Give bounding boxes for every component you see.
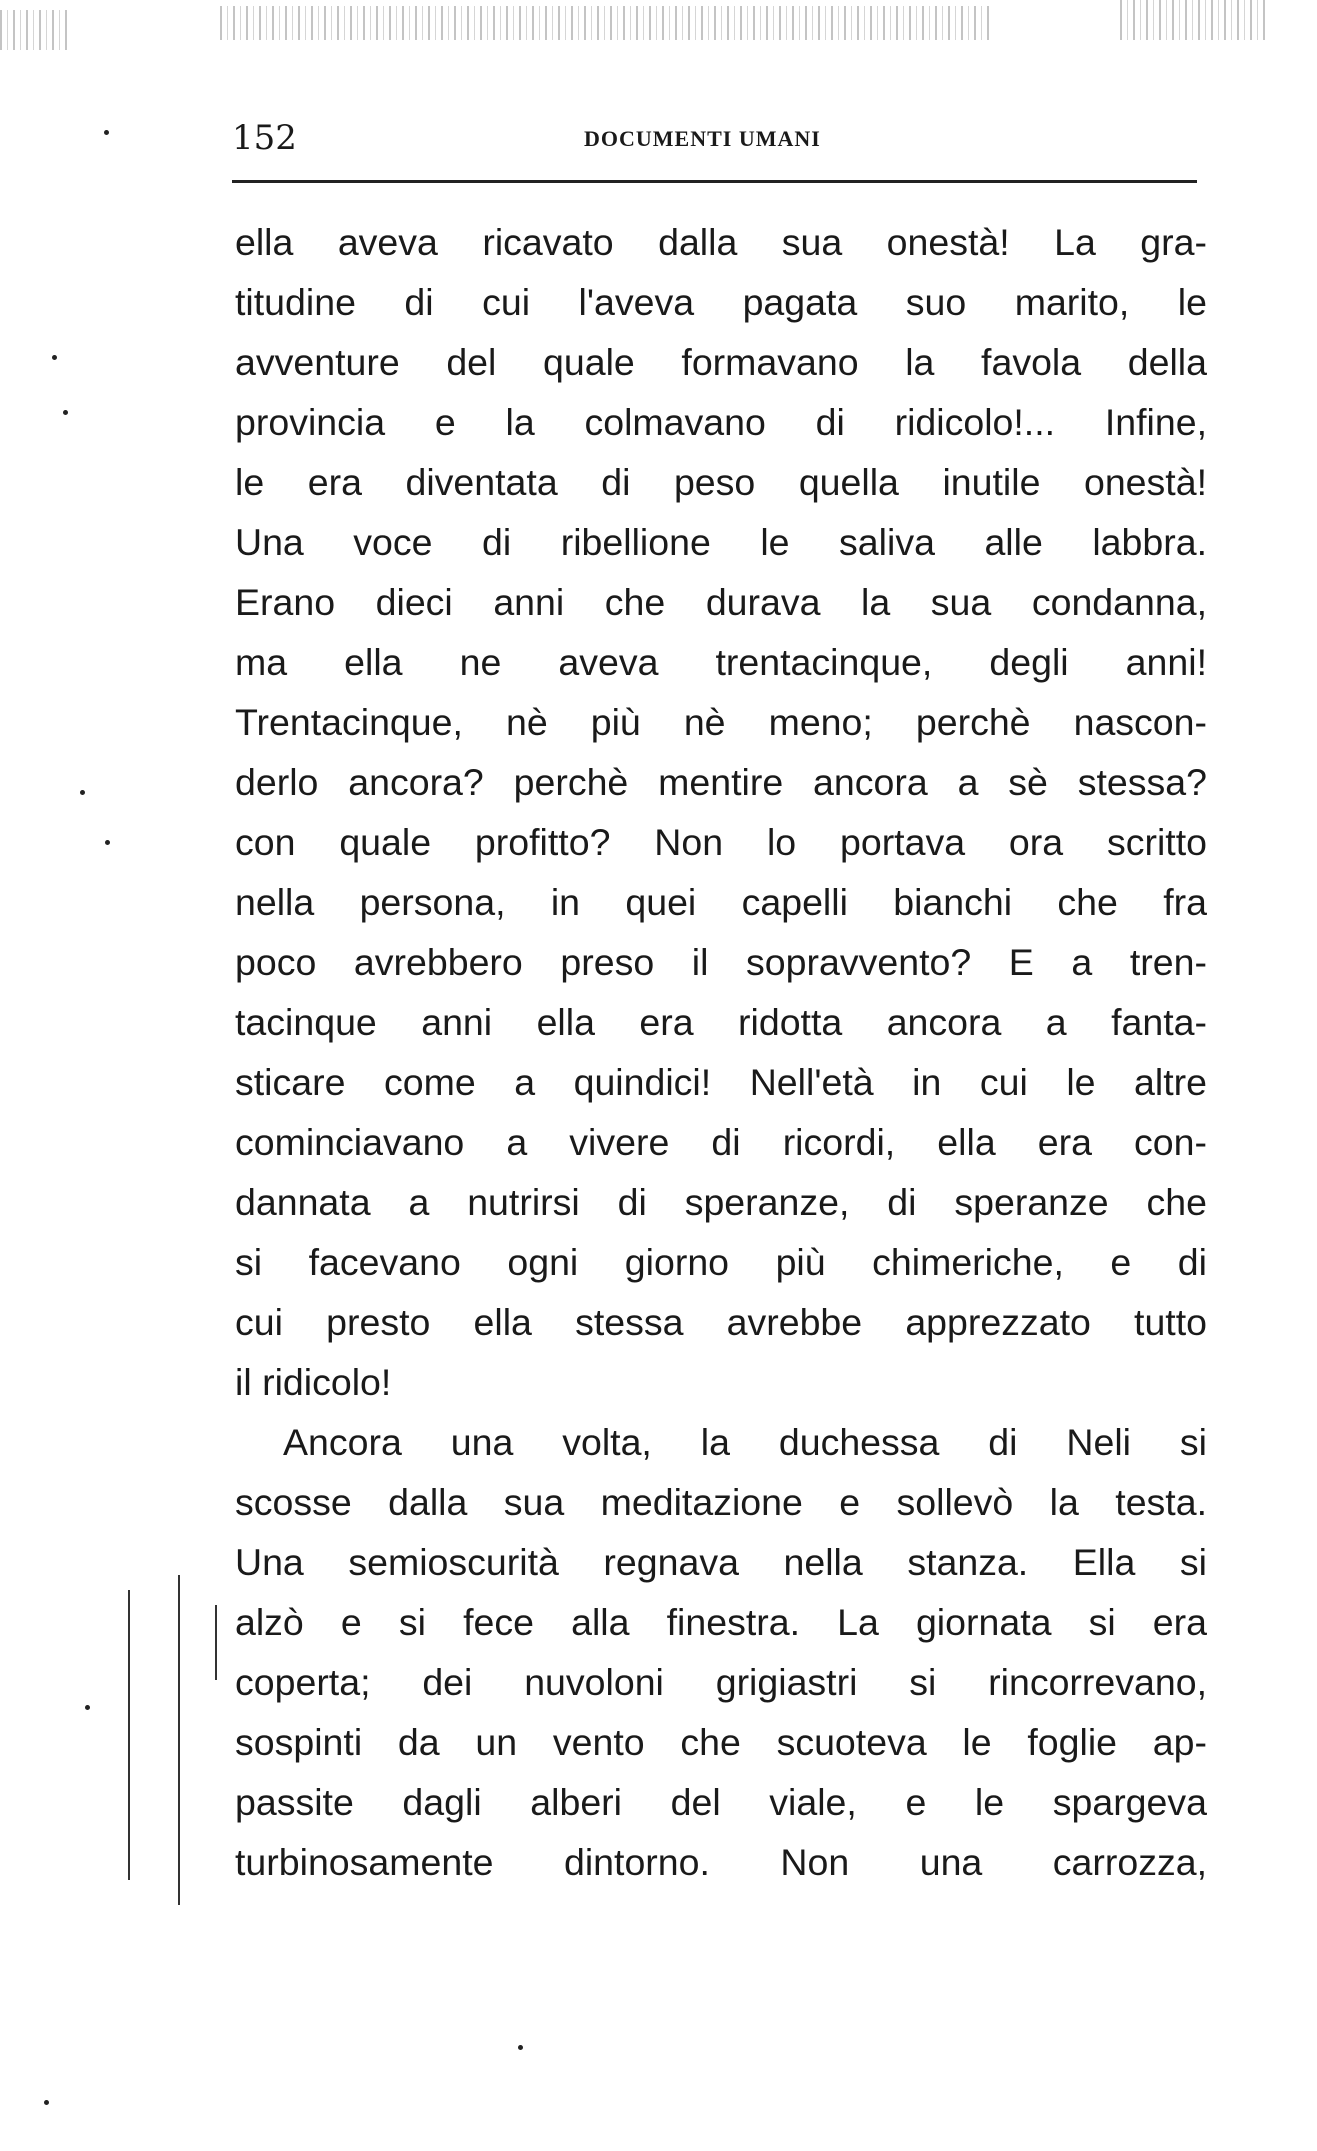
scan-noise-top-right [1120, 0, 1270, 40]
text-line: Ancora una volta, la duchessa di Neli si [283, 1421, 1207, 1463]
text-line: cui presto ella stessa avrebbe apprezzato tutto [235, 1301, 1207, 1343]
text-line: provincia e la colmavano di ridicolo!... Infine, [235, 401, 1207, 443]
text-line: coperta; dei nuvoloni grigiastri si rincorrevano, [235, 1661, 1207, 1703]
scan-speck [104, 130, 109, 135]
text-line: scosse dalla sua meditazione e sollevò la testa. [235, 1481, 1207, 1523]
scan-speck [52, 355, 57, 360]
text-line: turbinosamente dintorno. Non una carrozza, [235, 1841, 1207, 1883]
text-line: ella aveva ricavato dalla sua onestà! La gra- [235, 221, 1207, 263]
text-line: avventure del quale formavano la favola della [235, 341, 1207, 383]
text-line: derlo ancora? perchè mentire ancora a sè stessa? [235, 761, 1207, 803]
text-line: alzò e si fece alla finestra. La giornata si era [235, 1601, 1207, 1643]
margin-pencil-mark [128, 1590, 130, 1880]
scan-speck [80, 790, 85, 795]
text-line: titudine di cui l'aveva pagata suo marito, le [235, 281, 1207, 323]
text-line: il ridicolo! [235, 1361, 392, 1403]
text-line: Erano dieci anni che durava la sua condanna, [235, 581, 1207, 623]
text-line: con quale profitto? Non lo portava ora scritto [235, 821, 1207, 863]
text-line: cominciavano a vivere di ricordi, ella era con- [235, 1121, 1207, 1163]
text-line: Trentacinque, nè più nè meno; perchè nascon- [235, 701, 1207, 743]
paragraph-1 [235, 212, 1207, 1412]
text-line: si facevano ogni giorno più chimeriche, e di [235, 1241, 1207, 1283]
margin-pencil-mark [215, 1605, 217, 1680]
header-rule [232, 180, 1197, 183]
scan-speck [518, 2045, 523, 2050]
text-line: tacinque anni ella era ridotta ancora a fanta- [235, 1001, 1207, 1043]
text-line: passite dagli alberi del viale, e le spargeva [235, 1781, 1207, 1823]
body-text [235, 212, 1207, 1892]
text-line: sospinti da un vento che scuoteva le foglie ap- [235, 1721, 1207, 1763]
text-line: Una semioscurità regnava nella stanza. Ella si [235, 1541, 1207, 1583]
text-line: sticare come a quindici! Nell'età in cui le altre [235, 1061, 1207, 1103]
page-number: 152 [232, 118, 297, 158]
page-header [232, 112, 1200, 172]
text-line: nella persona, in quei capelli bianchi che fra [235, 881, 1207, 923]
text-line: Una voce di ribellione le saliva alle labbra. [235, 521, 1207, 563]
scan-noise-top [220, 6, 990, 40]
scan-speck [44, 2100, 49, 2105]
text-line: poco avrebbero preso il sopravvento? E a tren- [235, 941, 1207, 983]
text-line: dannata a nutrirsi di speranze, di speranze che [235, 1181, 1207, 1223]
text-line: ma ella ne aveva trentacinque, degli anni! [235, 641, 1207, 683]
margin-pencil-mark [178, 1575, 180, 1905]
scan-speck [85, 1705, 90, 1710]
paragraph-2 [235, 1412, 1207, 1892]
scan-speck [63, 410, 68, 415]
text-line: le era diventata di peso quella inutile onestà! [235, 461, 1207, 503]
scan-speck [105, 840, 110, 845]
running-title: DOCUMENTI UMANI [584, 126, 821, 151]
scan-noise-top-left [0, 10, 70, 50]
